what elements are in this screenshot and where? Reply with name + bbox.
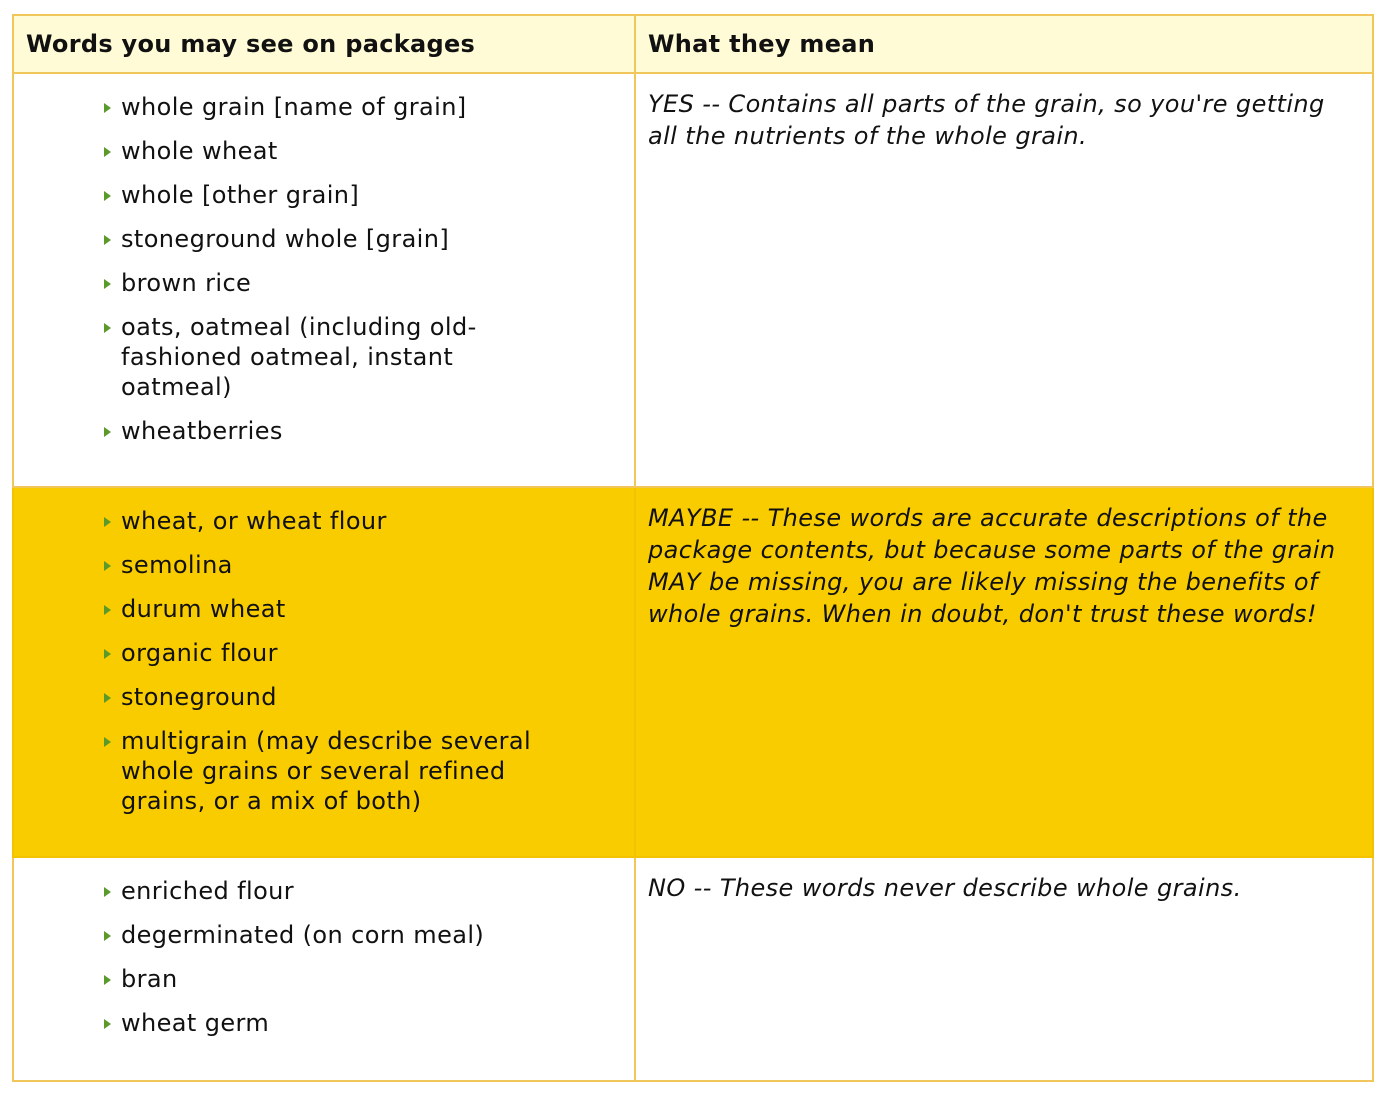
maybe-row — [13, 487, 1373, 857]
word-label: wheat, or wheat flour — [121, 507, 387, 535]
yes-word-list — [14, 74, 634, 446]
triangle-bullet-icon — [104, 737, 111, 747]
word-label: wheatberries — [121, 417, 283, 445]
table-header-row — [13, 15, 1373, 73]
word-label: whole grain [name of grain] — [121, 93, 467, 121]
word-label: stoneground whole [grain] — [121, 225, 450, 253]
word-label: semolina — [121, 551, 233, 579]
list-item — [104, 920, 614, 950]
yes-words-cell — [13, 73, 635, 487]
list-item — [104, 1008, 614, 1038]
list-item — [104, 594, 614, 624]
list-item — [104, 964, 614, 994]
triangle-bullet-icon — [104, 931, 111, 941]
list-item — [104, 638, 614, 668]
word-label: whole [other grain] — [121, 181, 360, 209]
list-item — [104, 876, 614, 906]
word-label: organic flour — [121, 639, 278, 667]
word-label: degerminated (on corn meal) — [121, 921, 485, 949]
triangle-bullet-icon — [104, 147, 111, 157]
word-label: enriched flour — [121, 877, 295, 905]
yes-row — [13, 73, 1373, 487]
no-row — [13, 857, 1373, 1081]
yes-meaning-cell — [635, 73, 1373, 487]
word-label: wheat germ — [121, 1009, 270, 1037]
list-item — [104, 550, 614, 580]
triangle-bullet-icon — [104, 279, 111, 289]
no-meaning-text: NO -- These words never describe whole grains. — [648, 874, 1242, 902]
list-item — [104, 268, 614, 298]
no-words-cell — [13, 857, 635, 1081]
list-item — [104, 506, 614, 536]
list-item — [104, 312, 484, 402]
yes-meaning-text: YES -- Contains all parts of the grain, so you're getting all the nutrients of the whole grain. — [648, 90, 1325, 150]
maybe-words-cell — [13, 487, 635, 857]
list-item — [104, 92, 614, 122]
list-item — [104, 224, 614, 254]
list-item — [104, 136, 614, 166]
triangle-bullet-icon — [104, 191, 111, 201]
list-item — [104, 726, 544, 816]
triangle-bullet-icon — [104, 887, 111, 897]
triangle-bullet-icon — [104, 517, 111, 527]
word-label: bran — [121, 965, 178, 993]
triangle-bullet-icon — [104, 103, 111, 113]
meaning-column-header: What they mean — [635, 15, 1373, 73]
word-label: oats, oatmeal (including old-fashioned oatmeal, instant oatmeal) — [121, 313, 477, 401]
triangle-bullet-icon — [104, 693, 111, 703]
words-column-header: Words you may see on packages — [13, 15, 635, 73]
triangle-bullet-icon — [104, 561, 111, 571]
triangle-bullet-icon — [104, 427, 111, 437]
no-word-list — [14, 858, 634, 1038]
maybe-meaning-text: MAYBE -- These words are accurate descriptions of the package contents, but because some parts of the grain MAY be missing, you are likely missing the benefits of whole grains. When in doubt, don't trust these words! — [648, 504, 1336, 628]
no-meaning-cell — [635, 857, 1373, 1081]
list-item — [104, 682, 614, 712]
triangle-bullet-icon — [104, 235, 111, 245]
word-label: durum wheat — [121, 595, 286, 623]
triangle-bullet-icon — [104, 649, 111, 659]
maybe-word-list — [14, 488, 634, 816]
triangle-bullet-icon — [104, 323, 111, 333]
word-label: brown rice — [121, 269, 252, 297]
triangle-bullet-icon — [104, 1019, 111, 1029]
list-item — [104, 180, 614, 210]
word-label: whole wheat — [121, 137, 278, 165]
word-label: multigrain (may describe several whole grains or several refined grains, or a mix of both) — [121, 727, 532, 815]
maybe-meaning-cell — [635, 487, 1373, 857]
triangle-bullet-icon — [104, 975, 111, 985]
word-label: stoneground — [121, 683, 277, 711]
triangle-bullet-icon — [104, 605, 111, 615]
whole-grain-labels-table — [12, 14, 1374, 1082]
list-item — [104, 416, 614, 446]
